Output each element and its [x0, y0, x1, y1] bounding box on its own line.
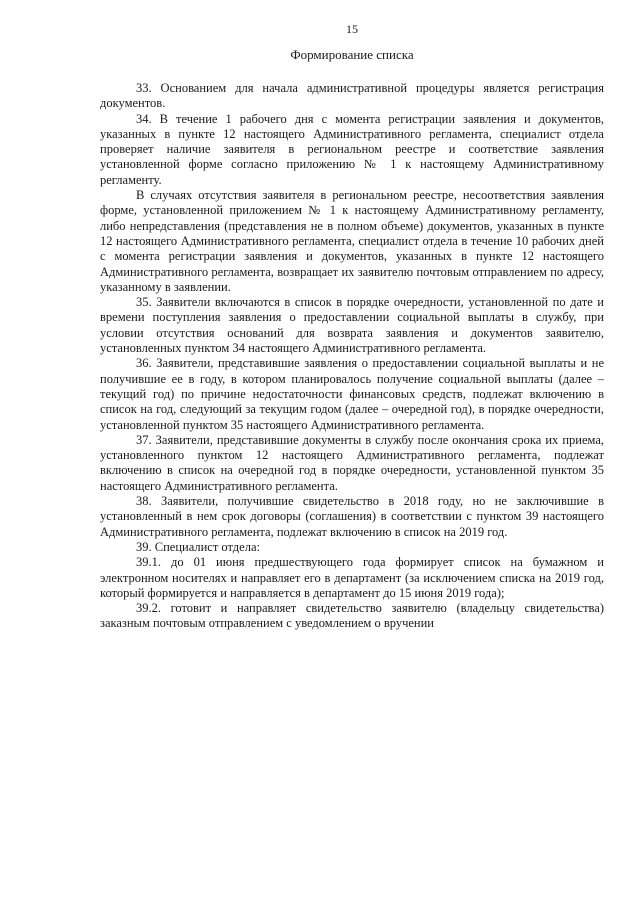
document-body [100, 81, 604, 632]
paragraph-39-2: 39.2. готовит и направляет свидетельство заявителю (владельцу свидетельства) заказным почтовым отправлением с уведомлением о вручении [100, 601, 604, 631]
paragraph-33: 33. Основанием для начала административной процедуры является регистрация документов. [100, 81, 604, 111]
paragraph-39-1: 39.1. до 01 июня предшествующего года формирует список на бумажном и электронном носителях и направляет его в департамент (за исключением списка на 2019 год, который формируется и направляется в департамент до 15 июня 2019 года); [100, 555, 604, 600]
paragraph-35: 35. Заявители включаются в список в порядке очередности, установленной по дате и времени поступления заявления о предоставлении социальной выплаты в службу, при условии отсутствия оснований для возврата заявления и документов заявителю, установленных пунктом 34 настоящего Административного регламента. [100, 295, 604, 356]
page-number: 15 [346, 22, 358, 36]
paragraph-37: 37. Заявители, представившие документы в службу после окончания срока их приема, установленного пунктом 12 настоящего Административного регламента, подлежат включению в список на очередной год в порядке очередности, установленной пунктом 35 настоящего Административного регламента. [100, 432, 604, 493]
section-title: Формирование списка [290, 47, 414, 62]
paragraph-39: 39. Специалист отдела: [136, 539, 260, 554]
paragraph-38: 38. Заявители, получившие свидетельство в 2018 году, но не заключившие в установленный в нем срок договоры (соглашения) в соответствии с пунктом 39 настоящего Административного регламента, подлежат включению в список на 2019 год. [100, 494, 604, 539]
paragraph-34: 34. В течение 1 рабочего дня с момента регистрации заявления и документов, указанных в пункте 12 настоящего Административного регламента, специалист отдела проверяет наличие заявителя в региональном реестре и соответствие заявления установленной форме согласно приложению № 1 к настоящему Административному регламенту. [100, 111, 604, 187]
paragraph-34-continued: В случаях отсутствия заявителя в региональном реестре, несоответствия заявления форме, установленной приложением № 1 к настоящему Административному регламенту, либо непредставления (представления не в полном объеме) документов, указанных в пункте 12 настоящего Административного регламента, специалист отдела в течение 10 рабочих дней с момента регистрации заявления и документов, указанных в пункте 12 настоящего Административного регламента, возвращает их заявителю почтовым отправлением по адресу, указанному в заявлении. [100, 188, 604, 294]
paragraph-36: 36. Заявители, представившие заявления о предоставлении социальной выплаты и не получившие ее в году, в котором планировалось получение социальной выплаты (далее – текущий год) по причине недостаточности финансовых средств, подлежат включению в список на год, следующий за текущим годом (далее – очередной год), в порядке очередности, установленной пунктом 35 настоящего Административного регламента. [100, 356, 604, 432]
